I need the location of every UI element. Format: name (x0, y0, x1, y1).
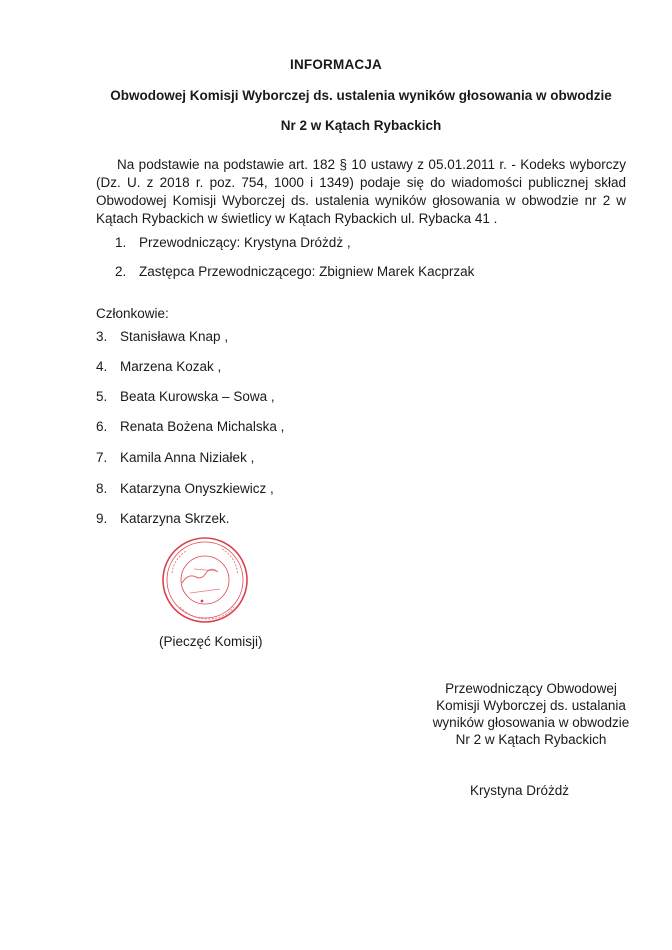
list-item-number: 4. (96, 359, 108, 374)
signature-title-line: Nr 2 w Kątach Rybackich (455, 732, 607, 747)
signer-name: Krystyna Dróżdż (470, 783, 570, 798)
list-item-chair (115, 235, 351, 250)
list-item-member (96, 419, 284, 434)
list-item-text: Katarzyna Onyszkiewicz , (120, 481, 274, 496)
members-heading: Członkowie: (96, 306, 169, 321)
document-subtitle: Obwodowej Komisji Wyborczej ds. ustalenia wyników głosowania w obwodzie (110, 88, 612, 103)
list-item-text: Renata Bożena Michalska , (120, 419, 285, 434)
list-item-number: 5. (96, 389, 108, 404)
list-item-number: 6. (96, 419, 108, 434)
signature-title-line: Komisji Wyborczej ds. ustalania (436, 698, 626, 713)
list-item-member (96, 359, 221, 374)
list-item-member (96, 481, 274, 496)
list-item-text: Marzena Kozak , (120, 359, 222, 374)
stamp-caption: (Pieczęć Komisji) (159, 634, 263, 649)
list-item-number: 1. (115, 235, 127, 250)
signature-block (420, 680, 642, 748)
list-item-text: Katarzyna Skrzek. (120, 511, 230, 526)
list-item-member (96, 389, 275, 404)
signature-title-line: wyników głosowania w obwodzie (432, 715, 630, 730)
signature-title-line: Przewodniczący Obwodowej (445, 681, 617, 696)
list-item-number: 3. (96, 329, 108, 344)
commission-stamp-icon (160, 535, 250, 625)
list-item-text: Zastępca Przewodniczącego: Zbigniew Marek Kacprzak (139, 264, 475, 279)
list-item-text: Beata Kurowska – Sowa , (120, 389, 275, 404)
list-item-text: Przewodniczący: Krystyna Dróżdż , (139, 235, 351, 250)
list-item-member (96, 329, 228, 344)
list-item-number: 2. (115, 264, 127, 279)
list-item-text: Stanisława Knap , (120, 329, 229, 344)
list-item-member (96, 511, 230, 526)
list-item-text: Kamila Anna Niziałek , (120, 450, 255, 465)
list-item-deputy (115, 264, 474, 279)
list-item-member (96, 450, 254, 465)
body-paragraph: Na podstawie na podstawie art. 182 § 10 ustawy z 05.01.2011 r. - Kodeks wyborczy (Dz. U. z 2018 r. poz. 754, 1000 i 1349) podaje się do wiadomości publicznej skład Obwodowej Komisji Wyborczej ds. ustalenia wyników głosowania w obwodzie nr 2 w Kątach Rybackich w świetlicy w Kątach Rybackich ul. Rybacka 41 . (96, 157, 626, 226)
document-subtitle-line2: Nr 2 w Kątach Rybackich (280, 118, 442, 133)
list-item-number: 9. (96, 511, 108, 526)
document-title: INFORMACJA (290, 57, 382, 72)
list-item-number: 7. (96, 450, 108, 465)
list-item-number: 8. (96, 481, 108, 496)
